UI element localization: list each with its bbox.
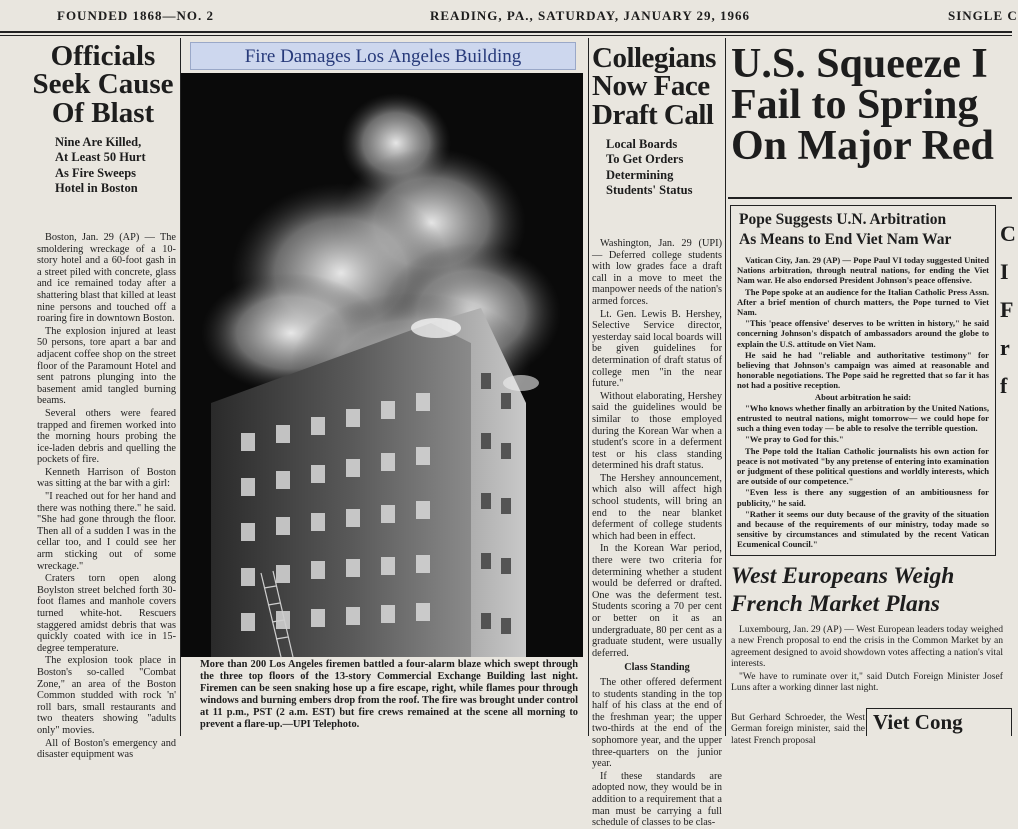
paragraph: Boston, Jan. 29 (AP) — The smoldering wreckage of a 10-story hotel and a 60-foot gash in a street piled with concrete, glass and ice remained today after a shattering blast that killed at least nine persons and touched off a roaring fire in downtown Boston.	[37, 232, 176, 325]
photo-caption: More than 200 Los Angeles firemen battled a four-alarm blaze which swept through the three top floors of the 13-story Commercial Exchange Building last night. Firemen can be seen snaking hose up a fire escape, right, while flames pour through windows and burning embers drop from the roof. The fire was brought under control at 11 p.m., PST (2 a.m. EST) but fire crews remained at the scene all morning to prevent a flare-up.—UPI Telephoto.	[200, 659, 578, 730]
paragraph: Lt. Gen. Lewis B. Hershey, Selective Service director, yesterday said local boards will be given guidelines for determination of draft status of college men "in the near future."	[592, 308, 722, 390]
paragraph: Craters torn open along Boylston street belched forth 30-foot flames and manhole covers turned white-hot. Rescuers staggered amidst debris that was quickly coated with ice in 15-degree temperature.	[37, 573, 176, 654]
paragraph: Several others were feared trapped and firemen worked into the morning hours probing the ice-laden debris and quelling the pockets of fire.	[37, 407, 176, 466]
subhead-line: Nine Are Killed,	[55, 135, 142, 150]
headline-line: U.S. Squeeze I	[731, 41, 988, 87]
paragraph: The other offered deferment to students standing in the top half of his class at the end of the freshman year; the upper two-thirds at the end of the sophomore year, and the upper three-quarters on the junior year.	[592, 676, 722, 770]
paragraph: "Even less is there any suggestion of an ambitiousness for publicity," he said.	[737, 487, 989, 508]
headline-line: On Major Red	[731, 123, 994, 169]
fire-building-image	[181, 73, 583, 657]
dateline: READING, PA., SATURDAY, JANUARY 29, 1966	[430, 8, 751, 23]
pope-body	[737, 255, 989, 551]
masthead-rule	[0, 31, 1012, 33]
right-headline	[731, 41, 1012, 169]
paragraph: The Hershey announcement, which also will affect high school students, will bring an end to the near blanket deferment of college students which had been in effect.	[592, 472, 722, 542]
paragraph: Luxembourg, Jan. 29 (AP) — West European leaders today weighed a new French proposal to end the crisis in the Common Market by an agreement designed to avoid showdown votes affecting a nation's vital interests.	[731, 624, 1003, 670]
photo-title-banner	[190, 42, 576, 70]
paragraph: If these standards are adopted now, they would be in addition to a requirement that a man must be carrying a full schedule of classes to be clas-	[592, 770, 722, 829]
fire-photo	[181, 73, 583, 657]
pope-headline	[739, 210, 995, 250]
middle-article	[592, 44, 724, 204]
edge-letter: C	[1000, 221, 1016, 246]
subhead-line: Students' Status	[606, 182, 693, 197]
founded-line: FOUNDED 1868—NO. 2	[57, 8, 215, 23]
subhead-line: Determining	[606, 167, 674, 182]
paragraph: Washington, Jan. 29 (UPI) — Deferred college students with low grades face a draft call in a move to meet the manpower needs of the nation's armed forces.	[592, 238, 722, 307]
headline-line: Of Blast	[51, 96, 155, 129]
paragraph: Vatican City, Jan. 29 (AP) — Pope Paul VI today suggested United Nations arbitration, through neutral nations, for ending the Viet Nam war. He also endorsed President Johnson's peace offensive.	[737, 255, 989, 286]
masthead-rule-thin	[0, 35, 1012, 36]
paragraph: The Pope told the Italian Catholic journalists his own action for peace is not motivated "by any pretense of entering into examination or judgment of these political questions and worldly interests, which are outside of our competence."	[737, 445, 989, 487]
price-line: SINGLE C	[948, 8, 1018, 23]
edge-letter: r	[1000, 335, 1010, 360]
paragraph: "We have to ruminate over it," said Dutch Foreign Minister Josef Luns after a working dinner last night.	[731, 670, 1003, 694]
headline-line: French Market Plans	[731, 591, 940, 617]
paragraph: All of Boston's emergency and disaster equipment was	[37, 737, 176, 761]
paragraph: "Who knows whether finally an arbitration by the United Nations, entrusted to neutral nations, might tomorrow— we could hope for such a thing even today — be able to resolve the terrible question.	[737, 402, 989, 434]
left-headline	[29, 42, 177, 127]
paragraph: "I reached out for her hand and there was nothing there." he said. "She had gone through the floor. Then all of a sudden I was in the cellar too, and I could see her arm sticking out of some wreckage."	[37, 491, 176, 572]
paragraph: He said he had "reliable and authoritative testimony" for believing that Johnson's campaign was aimed at reasonable and honorable negotiations. The Pope said he regretted that so far it has not had a positive reception.	[737, 349, 989, 391]
headline-line: Collegians	[592, 42, 716, 74]
viet-cong-headline: Viet Cong	[873, 710, 963, 734]
west-body-continued: But Gerhard Schroeder, the West German foreign minister, said the latest French proposal	[731, 712, 865, 746]
pope-article-box	[730, 205, 996, 556]
headline-line: Pope Suggests U.N. Arbitration	[739, 211, 947, 228]
left-article	[29, 42, 177, 201]
column-rule	[725, 38, 726, 736]
left-body	[37, 232, 176, 761]
subhead-line: As Fire Sweeps	[55, 165, 137, 180]
edge-letter: F	[1000, 297, 1014, 322]
subhead-line: To Get Orders	[606, 152, 684, 167]
viet-cong-box	[866, 708, 1012, 736]
edge-letter: I	[1000, 259, 1009, 284]
paragraph: "We pray to God for this."	[745, 434, 844, 445]
paragraph: "Rather it seems our duty because of the gravity of the situation and because of the requirements of our ministry, today made so sensitive by circumstances and stimulated by the recent Vatican Ecumenical Council."	[737, 508, 989, 550]
masthead	[0, 0, 1018, 34]
west-article	[731, 562, 1003, 694]
headline-line: Seek Cause	[32, 68, 174, 101]
column-rule	[588, 38, 589, 736]
edge-letter: f	[1000, 373, 1008, 398]
headline-line: Draft Call	[592, 98, 714, 131]
middle-subhead	[606, 137, 724, 198]
edge-letters	[1000, 215, 1016, 405]
subhead-line: Local Boards	[606, 137, 678, 152]
section-rule	[728, 197, 1012, 199]
paragraph: In the Korean War period, there were two criteria for determining whether a student would be deferred or drafted. One was the deferment test. Students scoring a 70 per cent or better on it as an undergraduate, 80 per cent as a graduate student, were usually deferred.	[592, 543, 722, 659]
middle-headline	[592, 44, 724, 129]
paragraph: The Pope spoke at an audience for the Italian Catholic Press Assn. After a brief mention of church matters, the Pope turned to Viet Nam.	[737, 286, 989, 318]
subhead-line: At Least 50 Hurt	[55, 150, 146, 165]
middle-body	[592, 238, 722, 829]
section-head: Class Standing	[624, 662, 690, 674]
paragraph: Without elaborating, Hershey said the guidelines would be similar to those employed during the Korean War when a student's score in a deferment test or his class standing determined his draft status.	[592, 390, 722, 472]
headline-line: Now Face	[592, 70, 710, 103]
west-headline	[731, 562, 1003, 618]
subhead-line: Hotel in Boston	[55, 180, 138, 195]
photo-title: Fire Damages Los Angeles Building	[244, 46, 522, 67]
paragraph: Kenneth Harrison of Boston was sitting at the bar with a girl:	[37, 466, 176, 490]
paragraph: The explosion injured at least 50 persons, tore apart a bar and adjacent coffee shop on the street floor of the Paramount Hotel and sent patrons plunging into the basement amid tangled burning beams.	[37, 325, 176, 407]
paragraph: The explosion took place in Boston's so-called "Combat Zone," an area of the Boston Common studded with rock 'n' roll bars, small restaurants and two theaters showing "adults only" movies.	[37, 655, 176, 736]
headline-line: Officials	[50, 40, 156, 72]
headline-line: Fail to Spring	[731, 82, 979, 128]
paragraph: "This 'peace offensive' deserves to be written in history," he said concerning Johnson's dispatch of ambassadors around the globe to explain the U.S. attitude on Viet Nam.	[737, 318, 989, 349]
west-body	[731, 624, 1003, 693]
paragraph: About arbitration he said:	[814, 391, 912, 402]
left-subhead	[55, 135, 177, 196]
headline-line: West Europeans Weigh	[731, 563, 955, 589]
headline-line: As Means to End Viet Nam War	[739, 231, 952, 248]
